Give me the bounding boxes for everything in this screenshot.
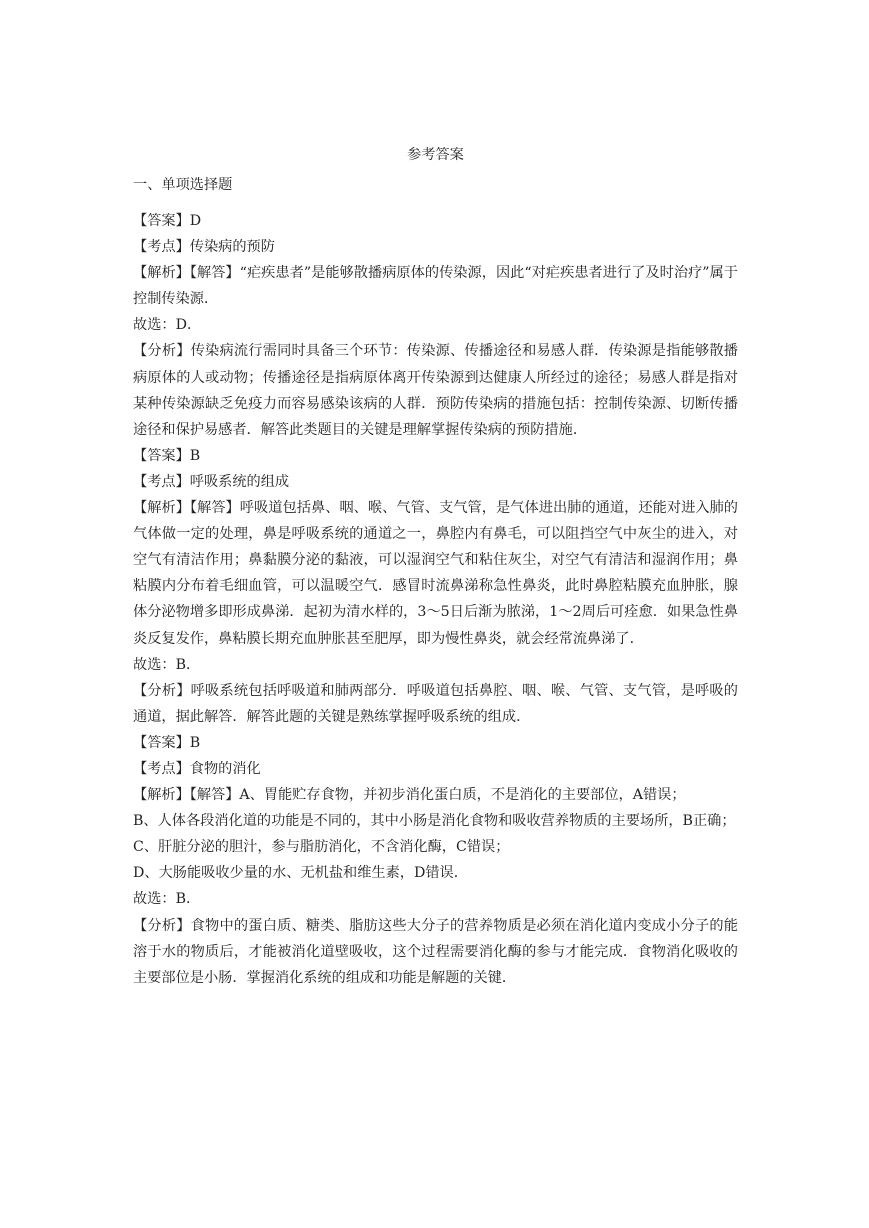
question-block-1	[133, 208, 738, 443]
question-block-3	[133, 730, 738, 991]
summary-paragraph: 【分析】呼吸系统包括呼吸道和肺两部分．呼吸道包括鼻腔、咽、喉、气管、支气管，是呼吸的通道，据此解答．解答此题的关键是熟练掌握呼吸系统的组成．	[133, 682, 738, 725]
answer-line: 【答案】D	[133, 213, 202, 229]
summary-paragraph: 【分析】传染病流行需同时具备三个环节：传染源、传播途径和易感人群．传染源是指能够散播病原体的人或动物；传播途径是指病原体离开传染源到达健康人所经过的途径；易感人群是指对某种传染源缺乏免疫力而容易感染该病的人群．预防传染病的措施包括：控制传染源、切断传播途径和保护易感者．解答此类题目的关键是理解掌握传染病的预防措施．	[133, 343, 738, 438]
choice-line: 故选：D．	[133, 317, 202, 334]
analysis-option-d: D、大肠能吸收少量的水、无机盐和维生素，D错误．	[133, 865, 468, 882]
analysis-paragraph: 【解析】【解答】“疟疾患者”是能够散播病原体的传染源，因此“对疟疾患者进行了及时治疗”属于控制传染源．	[133, 265, 738, 308]
analysis-option-a: 【解析】【解答】A、胃能贮存食物，并初步消化蛋白质，不是消化的主要部位，A错误；	[133, 787, 686, 804]
analysis-paragraph: 【解析】【解答】呼吸道包括鼻、咽、喉、气管、支气管，是气体进出肺的通道，还能对进入肺的气体做一定的处理，鼻是呼吸系统的通道之一，鼻腔内有鼻毛，可以阻挡空气中灰尘的进入，对空气有清洁作用；鼻黏膜分泌的黏液，可以湿润空气和粘住灰尘，对空气有清洁和湿润作用；鼻粘膜内分布着毛细血管，可以温暖空气．感冒时流鼻涕称急性鼻炎，此时鼻腔粘膜充血肿胀，腺体分泌物增多即形成鼻涕．起初为清水样的，3～5日后渐为脓涕，1～2周后可痊愈．如果急性鼻炎反复发作，鼻粘膜长期充血肿胀甚至肥厚，即为慢性鼻炎，就会经常流鼻涕了．	[133, 500, 738, 647]
answer-line: 【答案】B	[133, 734, 201, 751]
answer-line: 【答案】B	[133, 447, 201, 464]
analysis-option-b: B、人体各段消化道的功能是不同的，其中小肠是消化食物和吸收营养物质的主要场所，B正确；	[133, 813, 736, 830]
key-point-line: 【考点】呼吸系统的组成	[133, 473, 290, 490]
key-point-line: 【考点】传染病的预防	[133, 239, 275, 256]
question-block-2	[133, 443, 738, 730]
key-point-line: 【考点】食物的消化	[133, 760, 261, 777]
section-heading: 一、单项选择题	[133, 177, 233, 193]
analysis-option-c: C、肝脏分泌的胆汁，参与脂肪消化，不含消化酶，C错误；	[133, 839, 510, 856]
answer-sheet	[133, 140, 738, 991]
choice-line: 故选：B．	[133, 891, 201, 908]
summary-paragraph: 【分析】食物中的蛋白质、糖类、脂肪这些大分子的营养物质是必须在消化道内变成小分子的能溶于水的物质后，才能被消化道壁吸收，这个过程需要消化酶的参与才能完成．食物消化吸收的主要部位是小肠．掌握消化系统的组成和功能是解题的关键．	[133, 917, 738, 986]
page-title: 参考答案	[407, 147, 464, 163]
choice-line: 故选：B．	[133, 656, 201, 673]
